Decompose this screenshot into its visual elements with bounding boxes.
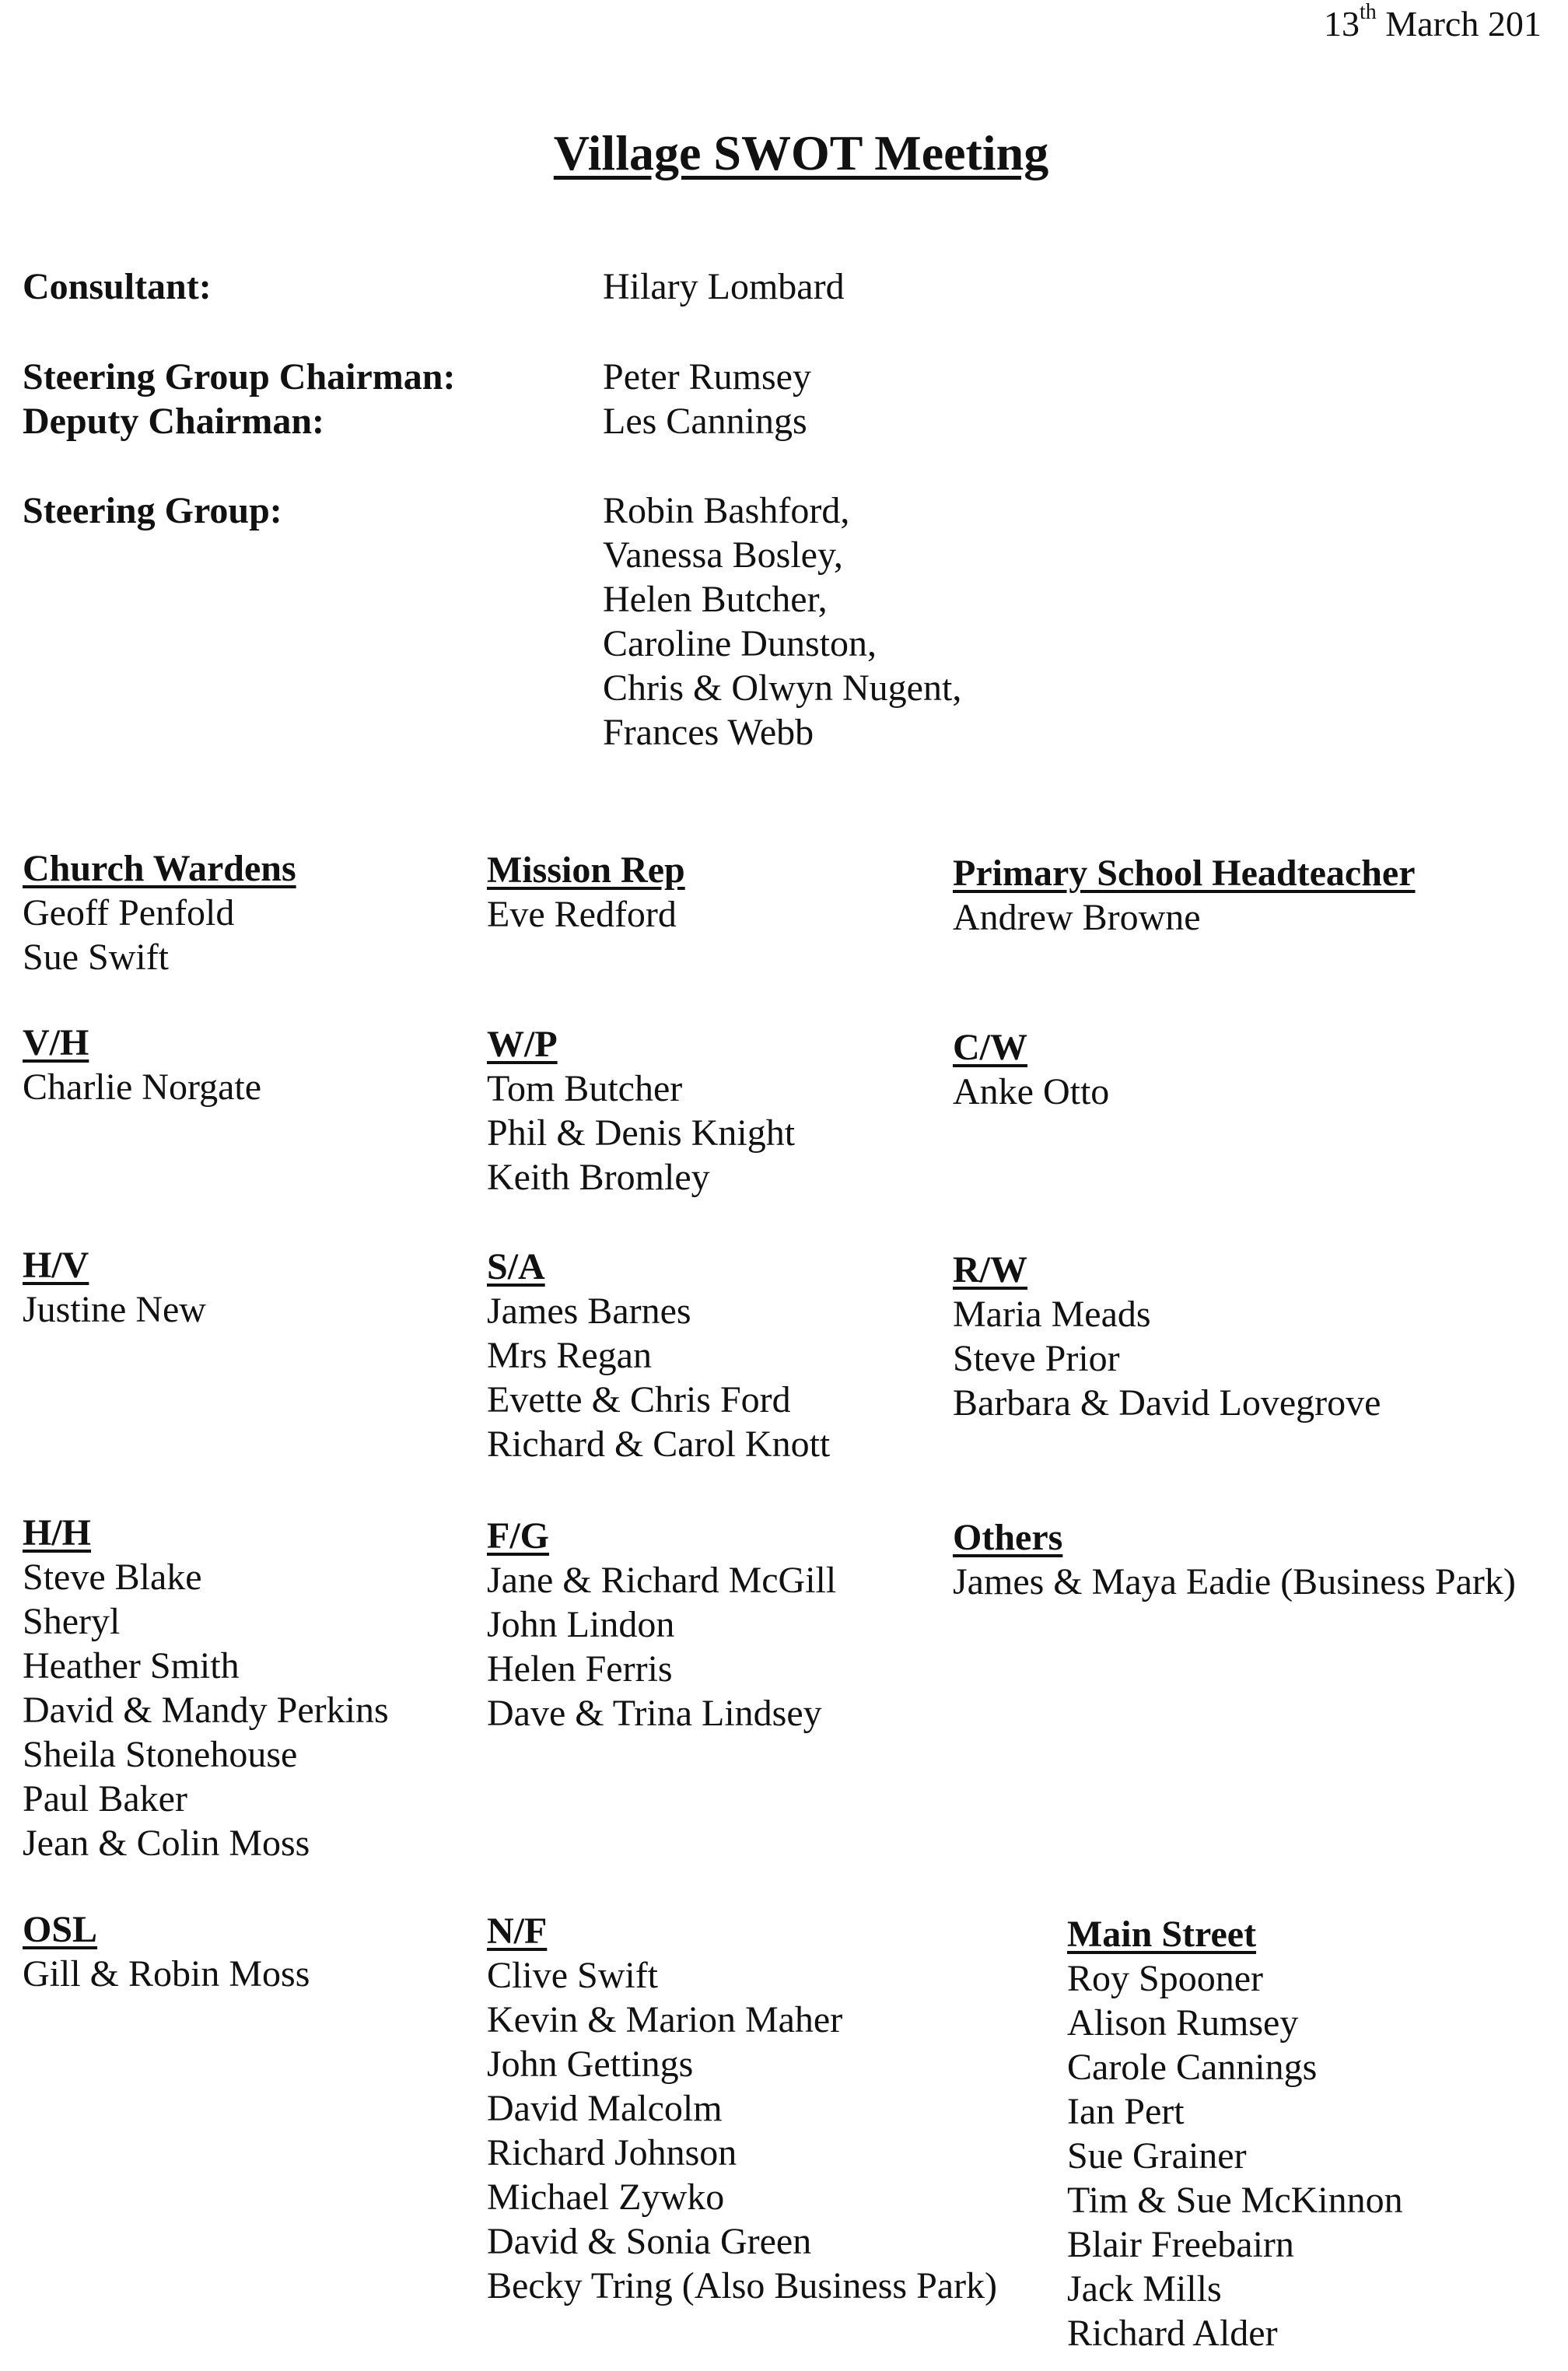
attendee-name: Barbara & David Lovegrove [953,1382,1381,1424]
member-name: Caroline Dunston, [603,623,877,664]
attendee-name: Mrs Regan [487,1335,652,1376]
attendee-name: Kevin & Marion Maher [487,1999,843,2040]
chairman-label: Steering Group Chairman: [23,356,456,398]
attendee-name: Keith Bromley [487,1157,710,1198]
attendee-name: Helen Ferris [487,1648,673,1690]
group-s-a [487,1245,830,1466]
attendee-name: James Barnes [487,1291,691,1332]
attendee-name: Phil & Denis Knight [487,1112,796,1154]
group-heading: R/W [953,1249,1027,1291]
group-primary-school-headteacher [953,851,1416,940]
member-name: Helen Butcher, [603,579,828,620]
steering-group-label: Steering Group: [23,490,282,531]
attendee-name: Jane & Richard McGill [487,1560,837,1601]
group-h-v [23,1243,206,1332]
group-heading: Main Street [1067,1914,1257,1955]
group-osl [23,1907,310,1996]
deputy-chairman-label: Deputy Chairman: [23,401,325,442]
attendee-name: Heather Smith [23,1645,240,1686]
member-name: Frances Webb [603,712,814,753]
attendee-name: James & Maya Eadie (Business Park) [953,1561,1516,1602]
group-v-h [23,1021,261,1109]
attendee-name: Sheryl [23,1601,121,1642]
title-text: Village SWOT Meeting [553,125,1049,180]
attendee-name: Alison Rumsey [1067,2002,1299,2044]
group-w-p [487,1022,795,1200]
member-name: Robin Bashford, [603,490,850,531]
attendee-name: Steve Blake [23,1557,202,1598]
group-main-street [1067,1912,1403,2355]
attendee-name: David & Mandy Perkins [23,1690,389,1731]
attendee-name: Sue Grainer [1067,2135,1247,2177]
attendee-name: Eve Redford [487,894,677,935]
attendee-name: David & Sonia Green [487,2221,812,2262]
attendee-name: Charlie Norgate [23,1066,262,1108]
attendee-name: Carole Cannings [1067,2047,1318,2088]
date-day: 13 [1324,4,1360,44]
attendee-name: David Malcolm [487,2088,723,2129]
attendee-name: Ian Pert [1067,2091,1185,2132]
attendee-name: Michael Zywko [487,2177,725,2218]
consultant-name: Hilary Lombard [603,266,845,307]
steering-group-names [603,489,961,755]
attendee-name: Tom Butcher [487,1068,683,1109]
group-heading: S/A [487,1246,545,1287]
attendee-name: Geoff Penfold [23,892,235,933]
group-heading: Others [953,1517,1063,1558]
group-church-wardens [23,846,296,979]
attendee-name: Sue Swift [23,937,170,978]
group-mission-rep [487,848,685,937]
group-heading: F/G [487,1515,549,1557]
group-heading: H/H [23,1512,92,1553]
attendee-name: Gill & Robin Moss [23,1953,310,1995]
group-heading: N/F [487,1910,548,1952]
attendee-name: Anke Otto [953,1071,1110,1112]
attendee-name: Justine New [23,1289,206,1330]
chairman-name: Peter Rumsey [603,356,811,398]
attendee-name: John Lindon [487,1604,675,1645]
attendee-name: Jack Mills [1067,2268,1222,2310]
deputy-chairman-name: Les Cannings [603,401,807,442]
attendee-name: Evette & Chris Ford [487,1379,791,1420]
attendee-name: Jean & Colin Moss [23,1823,310,1864]
group-n-f [487,1909,997,2308]
group-r-w [953,1248,1381,1425]
attendee-name: Becky Tring (Also Business Park) [487,2265,998,2306]
group-heading: Mission Rep [487,849,685,891]
date-month-year: March 201 [1376,4,1542,44]
attendee-name: Richard Alder [1067,2313,1278,2354]
attendee-name: Blair Freebairn [1067,2224,1294,2265]
attendee-name: Roy Spooner [1067,1958,1263,1999]
group-f-g [487,1514,836,1735]
page-title [0,124,1568,182]
date-suffix: th [1360,0,1377,24]
group-heading: Church Wardens [23,848,296,889]
attendee-name: John Gettings [487,2044,694,2085]
attendee-name: Richard & Carol Knott [487,1424,831,1465]
attendee-name: Andrew Browne [953,897,1201,938]
group-others [953,1515,1516,1604]
attendee-name: Steve Prior [953,1338,1120,1379]
group-heading: Primary School Headteacher [953,853,1416,894]
consultant-label: Consultant: [23,266,212,307]
attendee-name: Dave & Trina Lindsey [487,1693,822,1734]
meeting-date [1324,0,1542,44]
group-heading: V/H [23,1022,89,1063]
attendee-name: Maria Meads [953,1294,1151,1335]
group-heading: C/W [953,1027,1027,1068]
attendee-name: Richard Johnson [487,2132,737,2173]
group-heading: W/P [487,1024,558,1065]
attendee-name: Tim & Sue McKinnon [1067,2180,1403,2221]
member-name: Chris & Olwyn Nugent, [603,667,962,709]
group-h-h [23,1511,389,1865]
member-name: Vanessa Bosley, [603,534,843,576]
attendee-name: Clive Swift [487,1955,659,1996]
group-heading: OSL [23,1909,98,1950]
attendee-name: Sheila Stonehouse [23,1734,298,1775]
group-heading: H/V [23,1245,89,1286]
group-c-w [953,1025,1109,1114]
attendee-name: Paul Baker [23,1778,187,1819]
